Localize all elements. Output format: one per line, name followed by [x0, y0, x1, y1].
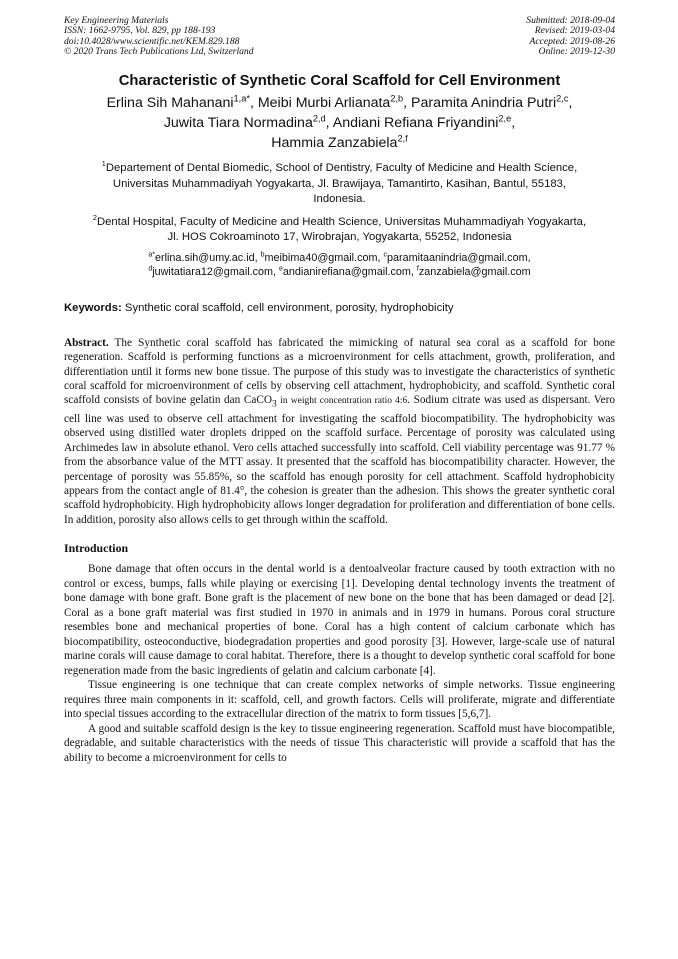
abstract-label: Abstract.	[64, 336, 109, 349]
author-list: Erlina Sih Mahanani$^{1,a*}$, Meibi Murbi Arlianata$^{2,b}$, Paramita Anindria Putri$^{2,c}$, Juwita Tiara Normadina$^{2,d}$, Andiani Refiana Friyandini$^{2,e}$, Hammia Zanzabiela$^{2,f}$	[106, 93, 573, 152]
email-address[interactable]: juwitatiara12@gmail.com	[152, 265, 274, 278]
email-address[interactable]: paramitaanindria@gmail.com	[387, 251, 528, 264]
paragraph: Tissue engineering is one technique that can create complex networks of simple networks. Tissue engineering requires three main components in it: scaffold, cell, and growth factors. Cells will proliferate, migrate and differentiate into special tissues according to the extracellular direction of the matrix to form tissues [5,6,7].	[64, 679, 615, 721]
author-name: Hammia Zanzabiela	[271, 135, 398, 152]
email-list: $^{a*}$erlina.sih@umy.ac.id, $^b$meibima40@gmail.com, $^c$paramitaanindria@gmail.com, $^d$juwitatiara12@gmail.com, $^e$andianirefiana@gmail.com, $^f$zanzabiela@gmail.com	[148, 251, 531, 278]
keywords	[64, 301, 615, 316]
email-sup: a*	[148, 251, 156, 259]
affiliation-line: Dental Hospital, Faculty of Medicine and Health Science, Universitas Muhammadiyah Yogyakarta,	[96, 215, 587, 228]
author-sup: 2,c	[556, 93, 569, 104]
affiliation-line: Departement of Dental Biomedic, School of Dentistry, Faculty of Medicine and Health Science,	[105, 162, 578, 175]
header-left	[64, 16, 254, 57]
date-submitted: Submitted: 2018-09-04	[526, 15, 615, 26]
author-sup: 1,a*	[233, 93, 250, 104]
affiliation-1	[64, 161, 615, 208]
email-sup: b	[260, 251, 265, 259]
author-sup: 2,e	[498, 113, 512, 124]
author-name: Paramita Anindria Putri	[411, 95, 557, 112]
abstract	[64, 336, 615, 528]
journal-name: Key Engineering Materials	[64, 15, 169, 26]
author-sup: 2,f	[397, 133, 408, 144]
affiliation-line: Indonesia.	[313, 193, 366, 206]
email-sup: c	[383, 251, 387, 259]
journal-issn: ISSN: 1662-9795, Vol. 829, pp 188-193	[64, 25, 216, 37]
journal-doi: doi:10.4028/www.scientific.net/KEM.829.188	[64, 35, 240, 47]
keywords-label: Keywords:	[64, 301, 122, 314]
date-revised: Revised: 2019-03-04	[534, 25, 615, 37]
abstract-text: . Sodium citrate was used as dispersant. Vero cell line was used to observe cell attachment for investigating the scaffold biocompatibility. The hydrophobicity was observed using distilled water droplets dripped on the scaffold surface. Percentage of porosity was calculated using Archimedes law in absolute ethanol. Vero cells attached successfully into scaffold. Cell viability percentage was 91.77 % from the absorbance value of the MTT assay. It presented that the scaffold has biocompatibility character. However, the percentage of porosity was 55.85%, so the scaffold has enough porosity for cell attachment. Scaffold hydrophobicity appears from the contact angle of 81.4°, the cohesion is greater than the adhesion. This shows the greater synthetic coral scaffold hydrophobicity. High hydrophobicity allows longer degradation for proliferation and differentiation of bone cells. In addition, porosity also allows cells to get through within the scaffold.	[64, 394, 616, 526]
abstract-subscript: 3	[271, 399, 277, 410]
author-name: Meibi Murbi Arlianata	[257, 95, 391, 112]
email-address[interactable]: erlina.sih@umy.ac.id	[155, 251, 255, 264]
date-accepted: Accepted: 2019-08-26	[529, 35, 615, 47]
affiliation-2	[64, 212, 615, 246]
author-name: Andiani Refiana Friyandini	[332, 115, 499, 132]
email-address[interactable]: zanzabiela@gmail.com	[418, 265, 531, 278]
paragraph: Bone damage that often occurs in the dental world is a dentoalveolar fracture caused by tooth extraction with no control or excess, bumps, falls while playing or exercising [1]. Developing dental technology invents the treatment of bone damage with bone graft. Bone graft is the placement of new bone on the bone that has been damaged or dead [2]. Coral as a bone graft material was first studied in 1970 in animals and in 1979 in humans. Porous coral structure resembles bone and mechanical properties of bone. Coral has a high content of calcium carbonate which has biocompatibility, osteoconductive, biodegradation properties and good porosity [3]. However, large-scale use of natural marine corals will cause damage to coral habitat. Therefore, there is a thought to develop synthetic coral scaffold for bone regeneration made from the basic ingredients of gelatin and calcium carbonate [4].	[64, 563, 615, 677]
affiliation-sup: 2	[92, 212, 97, 222]
journal-copyright: © 2020 Trans Tech Publications Ltd, Switzerland	[64, 45, 254, 57]
journal-header	[64, 16, 615, 57]
email-sup: f	[416, 265, 419, 273]
author-name: Erlina Sih Mahanani	[106, 95, 234, 112]
affiliation-sup: 1	[101, 159, 106, 169]
keywords-text: Synthetic coral scaffold, cell environment, porosity, hydrophobicity	[124, 301, 454, 314]
author-name: Juwita Tiara Normadina	[163, 115, 313, 132]
abstract-text: The Synthetic coral scaffold has fabricated the mimicking of natural sea coral as a scaffold for bone regeneration. Scaffold is performing functions as a microenvironment for cells attachment, growth, proliferation, and differentiation until it forms new bone tissue. The purpose of this study was to investigate the characteristics of synthetic coral scaffold for microenvironment of cells by observing cell attachment, hydrophobicity, and scaffold. Synthetic coral scaffold consists of bovine gelatin dan CaCO	[64, 336, 615, 407]
paper-page	[64, 16, 615, 765]
email-sup: d	[148, 265, 153, 273]
section-heading: Introduction	[64, 541, 129, 556]
affiliation-line: Universitas Muhammadiyah Yogyakarta, Jl. Brawijaya, Tamantirto, Kasihan, Bantul, 55183,	[112, 177, 567, 190]
affiliation-line: Jl. HOS Cokroaminoto 17, Wirobrajan, Yogyakarta, 55252, Indonesia	[167, 231, 512, 244]
paper-title: Characteristic of Synthetic Coral Scaffold for Cell Environment	[118, 73, 561, 90]
email-address[interactable]: andianirefiana@gmail.com	[282, 265, 411, 278]
email-address[interactable]: meibima40@gmail.com	[264, 251, 378, 264]
email-sup: e	[279, 265, 283, 273]
paragraph: A good and suitable scaffold design is the key to tissue engineering regeneration. Scaffold must have biocompatible, degradable, and suitable characteristics with the needs of tissue This characteristic will provide a scaffold that has the ability to become a microenvironment for cells to	[64, 722, 615, 764]
header-right	[526, 16, 615, 57]
date-online: Online: 2019-12-30	[538, 45, 615, 57]
author-sup: 2,b	[390, 93, 404, 104]
abstract-small-text: in weight concentration ratio 4:6	[280, 396, 408, 407]
author-sup: 2,d	[312, 113, 326, 124]
